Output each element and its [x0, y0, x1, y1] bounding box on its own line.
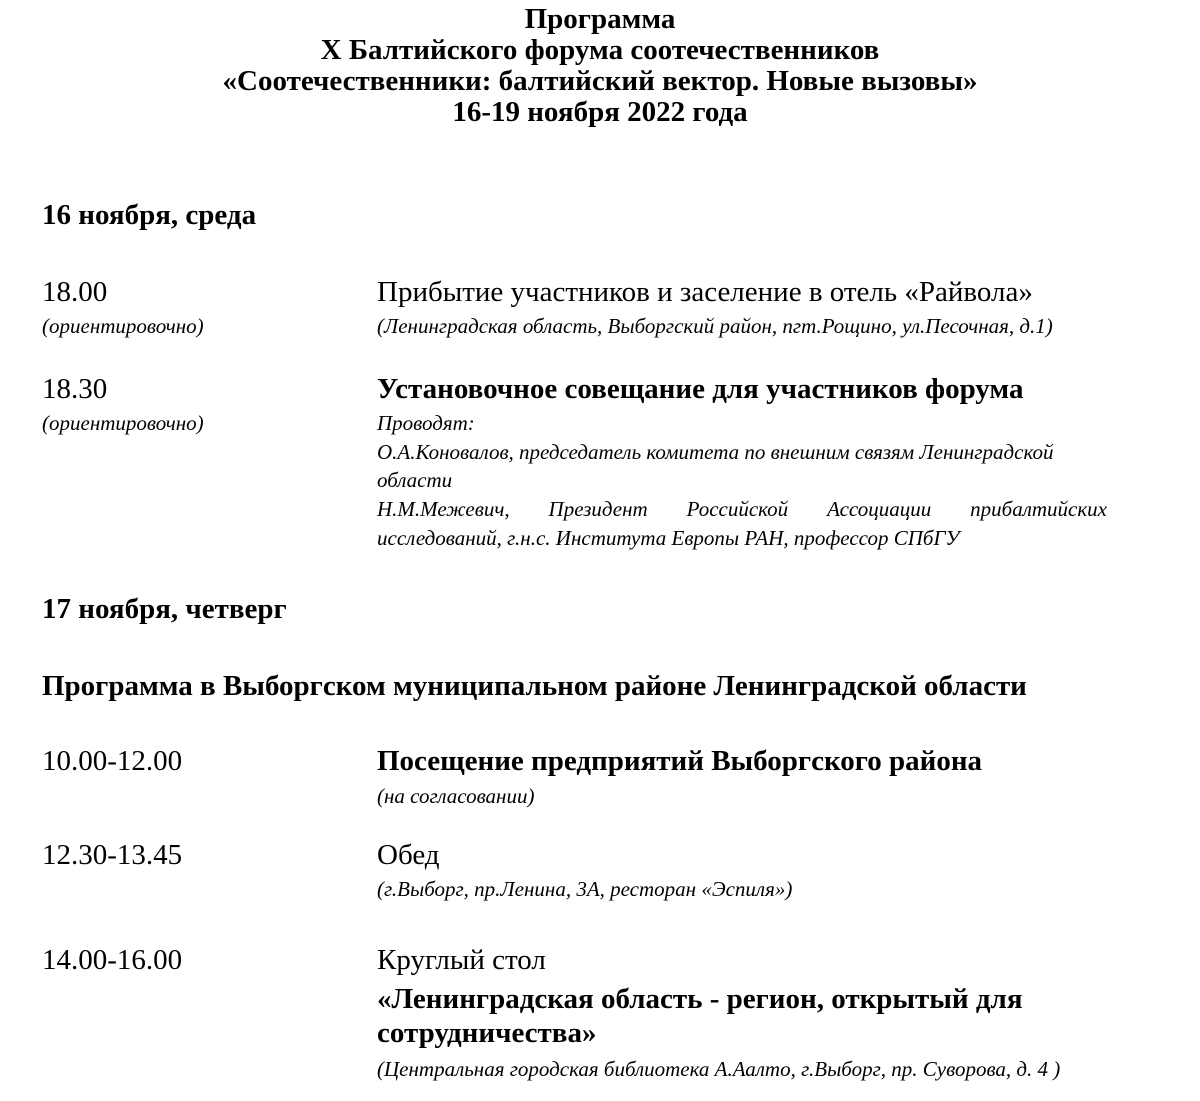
day-heading-16-nov: 16 ноября, среда [42, 199, 257, 231]
program-header [0, 4, 1200, 128]
event-subtitle: сотрудничества» [377, 1017, 597, 1049]
host-line: О.А.Коновалов, председатель комитета по внешним связям Ленинградской [377, 440, 1054, 464]
event-location: (Центральная городская библиотека А.Аалто, г.Выборг, пр. Суворова, д. 4 ) [377, 1057, 1061, 1081]
event-location: (г.Выборг, пр.Ленина, 3А, ресторан «Эспиля») [377, 877, 793, 901]
time-slot: 10.00-12.00 [42, 745, 183, 777]
host-line: области [377, 468, 453, 492]
header-dates: 16-19 ноября 2022 года [452, 96, 748, 128]
event-subtitle: «Ленинградская область - регион, открытый для [377, 983, 1023, 1015]
day-heading-17-nov: 17 ноября, четверг [42, 593, 287, 625]
time-approx-note: (ориентировочно) [42, 411, 204, 435]
time-slot: 14.00-16.00 [42, 944, 183, 976]
time-slot: 18.30 [42, 373, 108, 405]
event-title: Круглый стол [377, 944, 546, 976]
event-note: (на согласовании) [377, 784, 535, 808]
hosts-label: Проводят: [377, 411, 475, 435]
event-title: Прибытие участников и заселение в отель «Райвола» [377, 276, 1033, 308]
time-slot: 12.30-13.45 [42, 839, 183, 871]
time-approx-note: (ориентировочно) [42, 314, 204, 338]
section-subheading: Программа в Выборгском муниципальном районе Ленинградской области [42, 670, 1027, 702]
event-title: Посещение предприятий Выборгского района [377, 745, 983, 777]
host-line: Н.М.Межевич, Президент Российской Ассоциации прибалтийских [377, 497, 1107, 521]
header-forum-name: X Балтийского форума соотечественников [320, 34, 880, 66]
event-location: (Ленинградская область, Выборгский район, пгт.Рощино, ул.Песочная, д.1) [377, 314, 1053, 338]
event-title: Установочное совещание для участников форума [377, 373, 1024, 405]
time-slot: 18.00 [42, 276, 108, 308]
header-title: Программа [524, 3, 676, 35]
event-title: Обед [377, 839, 440, 871]
header-forum-theme: «Соотечественники: балтийский вектор. Новые вызовы» [222, 65, 978, 97]
host-line: исследований, г.н.с. Института Европы РАН, профессор СПбГУ [377, 526, 960, 550]
